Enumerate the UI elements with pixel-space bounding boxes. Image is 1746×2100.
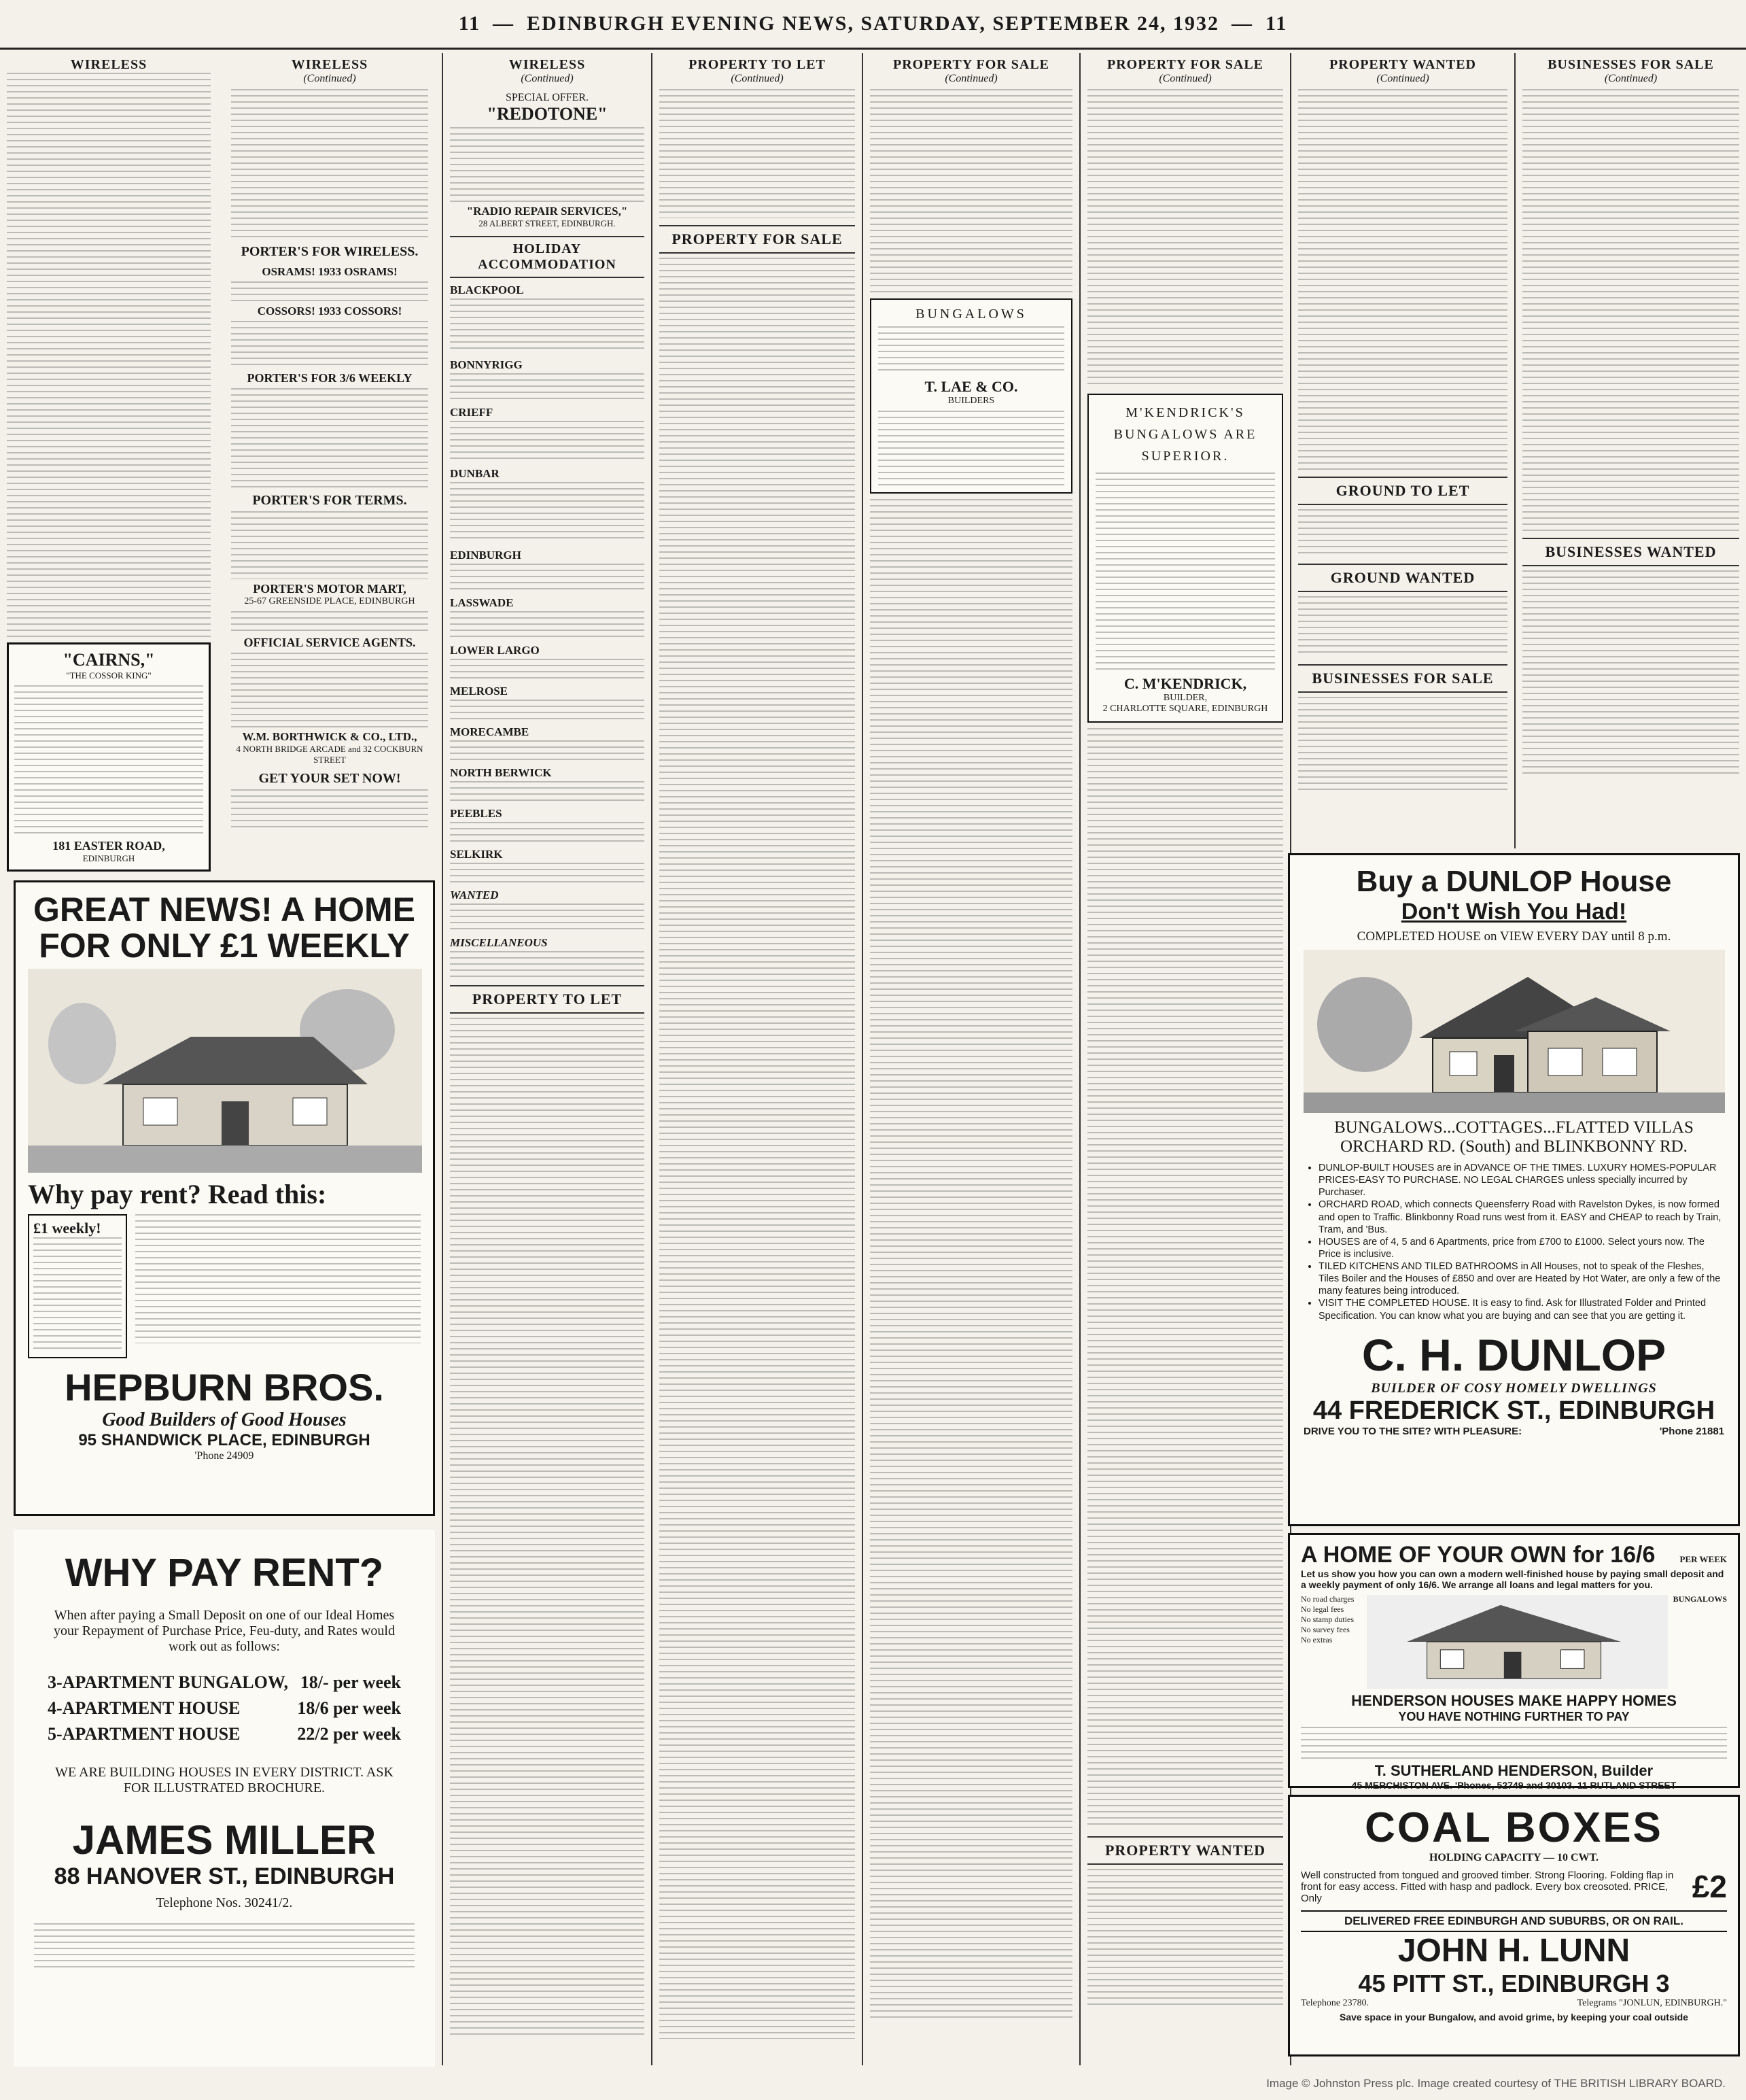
miller-rate-row: 5-APARTMENT HOUSE 22/2 per week: [48, 1724, 401, 1744]
henderson-check: No stamp duties: [1301, 1615, 1354, 1624]
property-for-sale-listings: [870, 89, 1072, 293]
dunlop-location: ORCHARD RD. (South) and BLINKBONNY RD.: [1340, 1137, 1688, 1156]
radio-repair-title: "RADIO REPAIR SERVICES,": [466, 205, 628, 218]
dunlop-tagline: BUILDER OF COSY HOMELY DWELLINGS: [1371, 1380, 1657, 1396]
column-3-head: WIRELESS: [508, 57, 586, 72]
borthwick-name: W.M. BORTHWICK & CO., LTD.,: [242, 730, 417, 743]
miller-intro: When after paying a Small Deposit on one of our Ideal Homes your Repayment of Purchase Price, Feu-duty, and Rates would work out as follows:: [54, 1608, 395, 1654]
property-to-let-listings: [450, 1018, 644, 2037]
businesses-for-sale-head: BUSINESSES FOR SALE: [1298, 664, 1507, 693]
porters-cossor-text: [231, 321, 428, 368]
holiday-place: NORTH BERWICK: [450, 766, 552, 779]
henderson-further: YOU HAVE NOTHING FURTHER TO PAY: [1398, 1710, 1630, 1723]
porters-price-list: [231, 388, 428, 490]
hepburn-tagline: Good Builders of Good Houses: [102, 1409, 347, 1430]
miller-rate-row: 4-APARTMENT HOUSE 18/6 per week: [48, 1698, 401, 1718]
column-7: [1291, 53, 1516, 848]
holiday-listing: [450, 863, 644, 883]
cairns-subtitle: "THE COSSOR KING": [66, 670, 152, 681]
column-6-sub: (Continued): [1159, 73, 1212, 84]
column-1-head: WIRELESS: [70, 57, 147, 72]
column-3-sub: (Continued): [521, 73, 574, 84]
henderson-per-week: PER WEEK: [1679, 1554, 1727, 1564]
henderson-address: 45 MERCHISTON AVE. 'Phones, 52749 and 30103. 11 RUTLAND STREET: [1351, 1780, 1677, 1791]
property-for-sale-listings: [870, 499, 1072, 2022]
page-number-right: 11: [1265, 12, 1288, 35]
coal-contact-row: [1301, 1998, 1727, 2009]
holiday-listing: [450, 822, 644, 842]
dunlop-drive-row: [1304, 1426, 1724, 1437]
coal-headline: COAL BOXES: [1365, 1804, 1663, 1851]
holiday-place: PEEBLES: [450, 807, 502, 820]
mkendrick-ad: [1087, 394, 1283, 723]
coal-address: 45 PITT ST., EDINBURGH 3: [1358, 1969, 1670, 1997]
holiday-place: EDINBURGH: [450, 549, 521, 562]
redotone-title: "REDOTONE": [487, 104, 608, 124]
wanted-head: WANTED: [450, 889, 499, 901]
businesses-wanted-listings: [1522, 570, 1739, 774]
lae-firm: T. LAE & CO.: [924, 378, 1018, 395]
bungalow-illustration: [28, 969, 422, 1173]
hepburn-phone: 'Phone 24909: [194, 1450, 254, 1462]
miller-note-text: [34, 1923, 415, 1971]
henderson-check: No extras: [1301, 1635, 1333, 1645]
holiday-place: MORECAMBE: [450, 725, 529, 738]
column-6-head: PROPERTY FOR SALE: [1106, 57, 1264, 72]
dunlop-bullet: • DUNLOP-BUILT HOUSES are in ADVANCE OF THE TIMES. LUXURY HOMES-POPULAR PRICES-EASY TO PURCHASE. NO LEGAL CHARGES unless specially incurred by Purchaser.: [1319, 1162, 1724, 1199]
column-4: [652, 53, 863, 2065]
holiday-place: LASSWADE: [450, 596, 514, 609]
property-wanted-listings: [1087, 1869, 1283, 2005]
property-to-let-listings: [659, 89, 855, 218]
dunlop-ad: [1288, 853, 1740, 1526]
businesses-wanted-head: BUSINESSES WANTED: [1522, 538, 1739, 566]
mkendrick-address: 2 CHARLOTTE SQUARE, EDINBURGH: [1102, 704, 1268, 714]
column-5: [863, 53, 1081, 2065]
misc-listing: [450, 951, 644, 978]
holiday-place: DUNBAR: [450, 467, 500, 480]
henderson-check: No survey fees: [1301, 1625, 1350, 1634]
holiday-listing: [450, 659, 644, 679]
column-3: [442, 53, 652, 2065]
column-8-head: BUSINESSES FOR SALE: [1548, 57, 1714, 72]
property-for-sale-head: PROPERTY FOR SALE: [659, 225, 855, 254]
agents-intro: [231, 611, 428, 632]
henderson-bungalows-label: BUNGALOWS: [1673, 1594, 1727, 1604]
property-for-sale-listings: [659, 258, 855, 2039]
dunlop-company: C. H. DUNLOP: [1361, 1329, 1666, 1380]
column-4-head: PROPERTY TO LET: [688, 57, 826, 72]
hepburn-address: 95 SHANDWICK PLACE, EDINBURGH: [78, 1431, 370, 1449]
dunlop-bullet: • HOUSES are of 4, 5 and 6 Apartments, price from £700 to £1000. Select yours now. The Price is inclusive.: [1319, 1236, 1724, 1260]
property-for-sale-listings: [1087, 728, 1283, 1829]
cairns-city: EDINBURGH: [82, 853, 135, 863]
miller-address: 88 HANOVER ST., EDINBURGH: [54, 1863, 395, 1889]
henderson-ad: [1288, 1533, 1740, 1791]
column-2-sub: (Continued): [303, 73, 356, 84]
dunlop-address: 44 FREDERICK ST., EDINBURGH: [1312, 1396, 1715, 1425]
coal-company: JOHN H. LUNN: [1397, 1933, 1630, 1969]
holiday-place: MELROSE: [450, 685, 508, 698]
coal-footer: Save space in your Bungalow, and avoid grime, by keeping your coal outside: [1340, 2012, 1688, 2022]
ground-to-let-listings: [1298, 509, 1507, 557]
hepburn-body-text: [135, 1214, 421, 1343]
dunlop-house-illustration: [1304, 950, 1725, 1113]
dunlop-phone: 'Phone 21881: [1659, 1425, 1724, 1437]
dunlop-bullet: • ORCHARD ROAD, which connects Queensferry Road with Ravelston Dykes, is now formed and open to Traffic. Blinkbonny Road runs west from it. EASY and CHEAP to reach by Train, Tram, and 'Bus.: [1319, 1199, 1724, 1235]
holiday-listing: [450, 740, 644, 761]
property-to-let-head: PROPERTY TO LET: [450, 985, 644, 1014]
coal-telegrams: Telegrams "JONLUN, EDINBURGH.": [1577, 1998, 1727, 2008]
bungalows-text: [878, 326, 1064, 374]
henderson-checklist: [1301, 1594, 1361, 1689]
classified-text-block: [7, 73, 211, 637]
ground-to-let-head: GROUND TO LET: [1298, 477, 1507, 505]
cairns-price-list: [14, 685, 203, 835]
get-set-text: [231, 789, 428, 830]
porters-terms-text: [231, 511, 428, 579]
henderson-headline: A HOME OF YOUR OWN for 16/6: [1301, 1542, 1656, 1568]
dunlop-drive: DRIVE YOU TO THE SITE? WITH PLEASURE:: [1304, 1425, 1522, 1437]
property-wanted-head: PROPERTY WANTED: [1087, 1836, 1283, 1865]
dunlop-headline: Buy a DUNLOP House: [1356, 865, 1672, 898]
property-for-sale-listings: [1087, 89, 1283, 388]
dunlop-bullet: • TILED KITCHENS AND TILED BATHROOMS in All Houses, not to speak of the Fleshes, Tiles Boiler and the Houses of £850 and over are Heated by Hot Water, are only a few of the many features being introduced.: [1319, 1260, 1724, 1297]
holiday-listing: [450, 564, 644, 591]
osrams-line: OSRAMS! 1933 OSRAMS!: [262, 265, 398, 278]
miller-headline: WHY PAY RENT?: [65, 1551, 384, 1595]
holiday-place: BONNYRIGG: [450, 358, 523, 371]
miller-rates: [48, 1672, 401, 1744]
image-credit: Image © Johnston Press plc. Image created courtesy of THE BRITISH LIBRARY BOARD.: [1266, 2077, 1726, 2090]
holiday-listing: [450, 373, 644, 400]
hepburn-ad: [14, 880, 435, 1516]
page-number-left: 11: [458, 12, 481, 35]
agents-list: [231, 653, 428, 727]
cairns-address: 181 EASTER ROAD,: [52, 839, 165, 853]
miller-company: JAMES MILLER: [72, 1817, 377, 1863]
holiday-place: LOWER LARGO: [450, 644, 540, 657]
mkendrick-builder: C. M'KENDRICK,: [1123, 675, 1247, 692]
hepburn-headline-1: GREAT NEWS! A HOME: [33, 891, 415, 929]
misc-head: MISCELLANEOUS: [450, 936, 548, 949]
cossors-line: COSSORS! 1933 COSSORS!: [257, 305, 402, 317]
holiday-listing: [450, 781, 644, 802]
column-6: [1081, 53, 1291, 2065]
coal-capacity: HOLDING CAPACITY — 10 CWT.: [1429, 1852, 1599, 1863]
henderson-slogan: HENDERSON HOUSES MAKE HAPPY HOMES: [1351, 1692, 1677, 1709]
holiday-head: HOLIDAY ACCOMMODATION: [450, 236, 644, 278]
coal-tel: Telephone 23780.: [1301, 1998, 1369, 2008]
dunlop-sub: Don't Wish You Had!: [1401, 899, 1627, 925]
mkendrick-role: BUILDER,: [1163, 693, 1208, 703]
hepburn-company: HEPBURN BROS.: [65, 1366, 384, 1409]
ground-wanted-listings: [1298, 596, 1507, 657]
businesses-for-sale-listings: [1298, 697, 1507, 792]
coal-description: Well constructed from tongued and grooved timber. Strong Flooring. Folding flap in front for easy access. Fitted with hasp and padlock. Every box creosoted. PRICE, Only: [1301, 1869, 1674, 1904]
miller-phone: Telephone Nos. 30241/2.: [156, 1895, 293, 1910]
henderson-house-illustration: [1367, 1594, 1668, 1689]
column-5-sub: (Continued): [945, 73, 998, 84]
column-7-head: PROPERTY WANTED: [1329, 57, 1476, 72]
hepburn-badge-box: [28, 1214, 127, 1358]
miller-building: WE ARE BUILDING HOUSES IN EVERY DISTRICT. ASK FOR ILLUSTRATED BROCHURE.: [55, 1765, 394, 1795]
henderson-check: No legal fees: [1301, 1604, 1344, 1614]
mkendrick-text: [1096, 472, 1275, 670]
column-2-head: WIRELESS: [291, 57, 368, 72]
holiday-listing: [450, 421, 644, 462]
cairns-ad: [7, 642, 211, 872]
dunlop-bullets: [1304, 1162, 1724, 1322]
column-4-sub: (Continued): [731, 73, 784, 84]
wanted-listing: [450, 903, 644, 931]
lae-role: BUILDERS: [947, 396, 995, 406]
radio-repair-address: 28 ALBERT STREET, EDINBURGH.: [478, 218, 616, 228]
masthead: 11 — EDINBURGH EVENING NEWS, SATURDAY, SEPTEMBER 24, 1932 — 11: [0, 0, 1746, 50]
holiday-listing: [450, 700, 644, 720]
redotone-text: [450, 127, 644, 202]
henderson-check: No road charges: [1301, 1594, 1355, 1604]
holiday-place: SELKIRK: [450, 848, 503, 861]
miller-ad: [14, 1530, 435, 2067]
official-agents: OFFICIAL SERVICE AGENTS.: [243, 636, 416, 649]
hepburn-headline-2: FOR ONLY £1 WEEKLY: [39, 926, 410, 965]
ground-wanted-head: GROUND WANTED: [1298, 564, 1507, 592]
classified-text-block: [231, 89, 428, 239]
column-8-sub: (Continued): [1604, 73, 1658, 84]
get-set-now: GET YOUR SET NOW!: [258, 771, 401, 786]
porters-osram-text: [231, 281, 428, 302]
hepburn-why: Why pay rent? Read this:: [28, 1179, 327, 1209]
column-8: [1516, 53, 1746, 848]
porters-motor-mart: PORTER'S MOTOR MART,: [253, 582, 406, 596]
borthwick-address: 4 NORTH BRIDGE ARCADE and 32 COCKBURN STREET: [236, 744, 423, 765]
miller-rate-row: 3-APARTMENT BUNGALOW, 18/- per week: [48, 1672, 401, 1692]
coal-boxes-ad: [1288, 1795, 1740, 2056]
column-2: [224, 53, 435, 876]
porters-terms: PORTER'S FOR TERMS.: [252, 493, 407, 508]
holiday-listing: [450, 298, 644, 353]
porters-title: PORTER'S FOR WIRELESS.: [241, 244, 419, 259]
column-5-head: PROPERTY FOR SALE: [892, 57, 1050, 72]
column-7-sub: (Continued): [1376, 73, 1429, 84]
henderson-company: T. SUTHERLAND HENDERSON, Builder: [1374, 1762, 1654, 1779]
holiday-place: BLACKPOOL: [450, 283, 524, 296]
coal-delivered: DELIVERED FREE EDINBURGH AND SUBURBS, OR ON RAIL.: [1301, 1910, 1727, 1932]
masthead-title: EDINBURGH EVENING NEWS, SATURDAY, SEPTEMBER 24, 1932: [527, 12, 1219, 35]
hepburn-badge: £1 weekly!: [33, 1220, 101, 1237]
special-offer: SPECIAL OFFER.: [505, 92, 589, 103]
bungalows-title: BUNGALOWS: [915, 307, 1027, 322]
property-wanted-listings: [1298, 89, 1507, 470]
coal-price: £2: [1692, 1869, 1727, 1904]
lae-bungalows-ad: [870, 298, 1072, 494]
holiday-place: CRIEFF: [450, 406, 493, 419]
porters-address: 25-67 GREENSIDE PLACE, EDINBURGH: [244, 596, 415, 606]
businesses-for-sale-listings: [1522, 89, 1739, 531]
dunlop-view: COMPLETED HOUSE on VIEW EVERY DAY until 8 p.m.: [1357, 929, 1671, 944]
holiday-listing: [450, 482, 644, 543]
cairns-title: "CAIRNS,": [63, 650, 155, 670]
dunlop-bullet: • VISIT THE COMPLETED HOUSE. It is easy to find. Ask for Illustrated Folder and Printed Specification. You can know what you are buying and can see that you are getting it.: [1319, 1297, 1724, 1322]
hepburn-badge-text: [33, 1237, 122, 1353]
holiday-listing: [450, 611, 644, 638]
mkendrick-title: M'KENDRICK'S BUNGALOWS ARE SUPERIOR.: [1113, 405, 1257, 464]
porters-weekly: PORTER'S FOR 3/6 WEEKLY: [247, 371, 413, 385]
henderson-intro: Let us show you how you can own a modern well-finished house by paying small deposit and a weekly payment of only 16/6. We arrange all loans and legal matters for you.: [1301, 1568, 1724, 1590]
dunlop-bungalows: BUNGALOWS...COTTAGES...FLATTED VILLAS: [1334, 1118, 1694, 1137]
lae-details: [878, 411, 1064, 485]
henderson-body-text: [1301, 1727, 1727, 1759]
